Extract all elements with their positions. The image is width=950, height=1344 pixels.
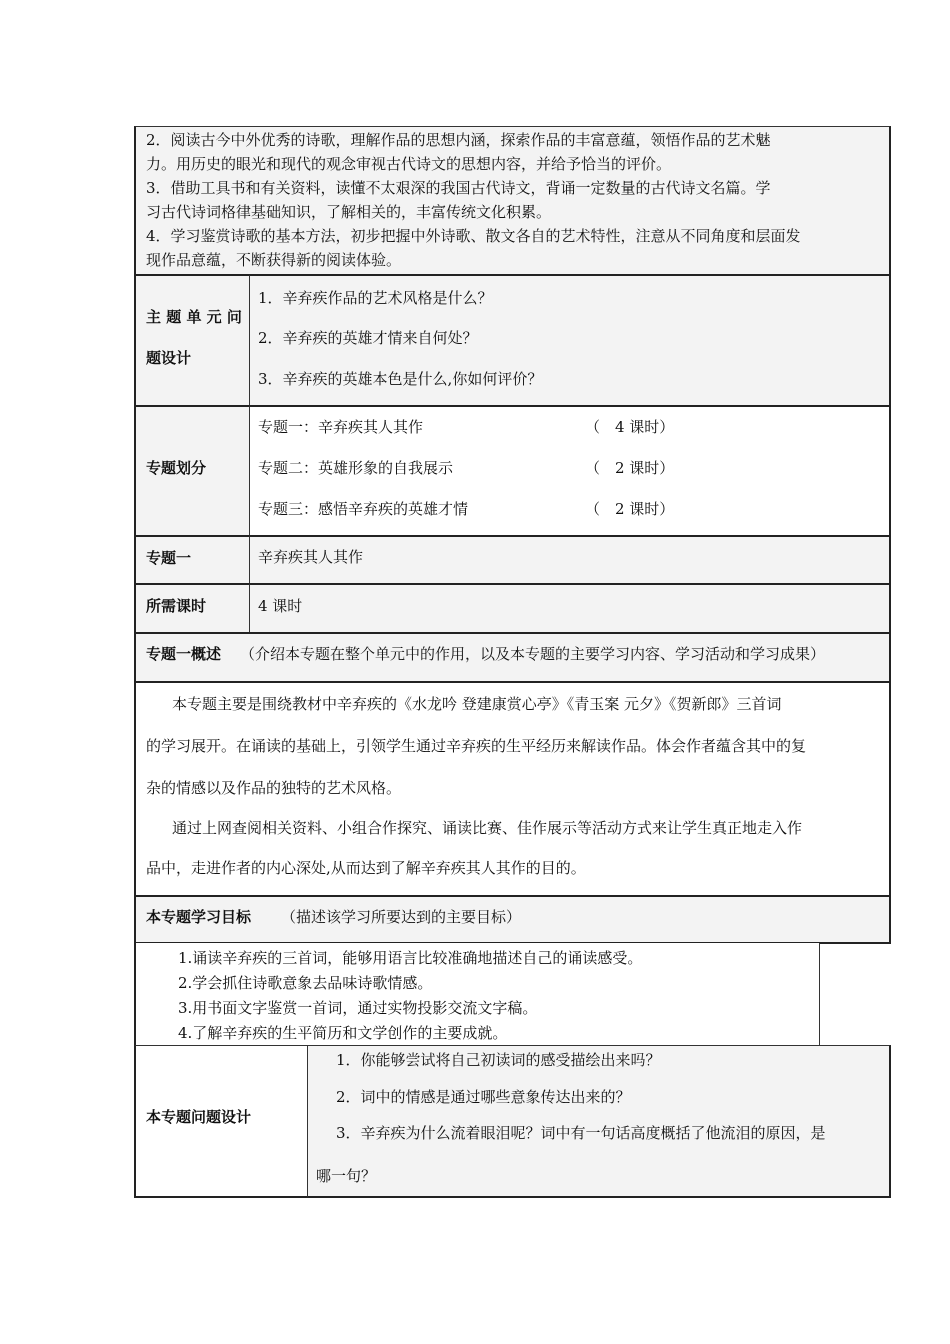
standards-line: 现作品意蕴，不断获得新的阅读体验。: [146, 251, 402, 269]
topic-name: 专题一：辛弃疾其人其作: [258, 418, 424, 436]
overview-paragraph-line: 品中，走进作者的内心深处,从而达到了解辛弃疾其人其作的目的。: [146, 859, 586, 877]
topic-question-item: 2．词中的情感是通过哪些意象传达出来的？: [336, 1088, 631, 1106]
topic-one-label: 专题一: [146, 549, 192, 567]
topic-hours: （ 2 课时）: [585, 459, 675, 477]
topic-questions-label: 本专题问题设计: [146, 1108, 252, 1126]
goals-label: 本专题学习目标: [146, 908, 252, 926]
overview-hint: （介绍本专题在整个单元中的作用，以及本专题的主要学习内容、学习活动和学习成果）: [240, 645, 826, 663]
topic-question-item: 哪一句？: [316, 1167, 377, 1185]
hours-cell: [249, 583, 891, 633]
goals-header-cell: [134, 895, 891, 944]
unit-question-item: 1．辛弃疾作品的艺术风格是什么？: [258, 289, 493, 307]
overview-header-cell: [134, 632, 891, 682]
standards-line: 力。用历史的眼光和现代的观念审视古代诗文的思想内容，并给予恰当的评价。: [146, 155, 672, 173]
overview-body-cell: [134, 681, 891, 897]
standards-line: 4．学习鉴赏诗歌的基本方法，初步把握中外诗歌、散文各自的艺术特性，注意从不同角度和层面发: [146, 227, 801, 245]
topic-question-item: 3．辛弃疾为什么流着眼泪呢？词中有一句话高度概括了他流泪的原因，是: [336, 1124, 826, 1142]
standards-line: 3．借助工具书和有关资料，读懂不太艰深的我国古代诗文，背诵一定数量的古代诗文名篇。学: [146, 179, 771, 197]
unit-questions-label-cell: [134, 274, 250, 407]
topic-one-value: 辛弃疾其人其作: [258, 548, 364, 566]
hours-label-cell: [134, 583, 250, 633]
topic-division-label-cell: [134, 405, 250, 536]
unit-questions-cell: [249, 274, 891, 407]
unit-questions-label-cont: 题设计: [146, 349, 192, 367]
topic-hours: （ 4 课时）: [585, 418, 675, 436]
topic-questions-cell: [307, 1045, 891, 1198]
goal-item: 4.了解辛弃疾的生平简历和文学创作的主要成就。: [178, 1024, 508, 1042]
overview-paragraph-line: 的学习展开。在诵读的基础上，引领学生通过辛弃疾的生平经历来解读作品。体会作者蕴含其中的复: [146, 737, 807, 755]
overview-paragraph-line: 杂的情感以及作品的独特的艺术风格。: [146, 779, 402, 797]
goal-item: 1.诵读辛弃疾的三首词，能够用语言比较准确地描述自己的诵读感受。: [178, 949, 643, 967]
standards-line: 习古代诗词格律基础知识，了解相关的，丰富传统文化积累。: [146, 203, 552, 221]
standards-cell: [134, 126, 891, 275]
hours-label: 所需课时: [146, 597, 207, 615]
goals-list-cell: [134, 943, 820, 1046]
hours-value: 4 课时: [258, 597, 303, 615]
topic-question-item: 1．你能够尝试将自己初读词的感受描绘出来吗？: [336, 1051, 661, 1069]
topic-division-cell: [249, 405, 891, 536]
topic-questions-label-cell: [134, 1045, 308, 1198]
standards-line: 2．阅读古今中外优秀的诗歌，理解作品的思想内涵，探索作品的丰富意蕴，领悟作品的艺术魅: [146, 131, 771, 149]
topic-one-label-cell: [134, 535, 250, 584]
topic-name: 专题三：感悟辛弃疾的英雄才情: [258, 500, 469, 518]
goal-item: 3.用书面文字鉴赏一首词，通过实物投影交流文字稿。: [178, 999, 538, 1017]
topic-name: 专题二：英雄形象的自我展示: [258, 459, 454, 477]
topic-division-label: 专题划分: [146, 459, 207, 477]
overview-paragraph-line: 本专题主要是围绕教材中辛弃疾的《水龙吟 登建康赏心亭》《青玉案 元夕》《贺新郎》三首词: [172, 695, 782, 713]
unit-question-item: 3．辛弃疾的英雄本色是什么,你如何评价？: [258, 370, 543, 388]
overview-label: 专题一概述: [146, 645, 222, 663]
goal-item: 2.学会抓住诗歌意象去品味诗歌情感。: [178, 974, 433, 992]
goals-hint: （描述该学习所要达到的主要目标）: [281, 908, 522, 926]
overview-paragraph-line: 通过上网查阅相关资料、小组合作探究、诵读比赛、佳作展示等活动方式来让学生真正地走入作: [172, 819, 803, 837]
topic-hours: （ 2 课时）: [585, 500, 675, 518]
topic-one-cell: [249, 535, 891, 584]
unit-question-item: 2．辛弃疾的英雄才情来自何处？: [258, 329, 478, 347]
unit-questions-label: 主 题 单 元 问: [146, 308, 242, 326]
